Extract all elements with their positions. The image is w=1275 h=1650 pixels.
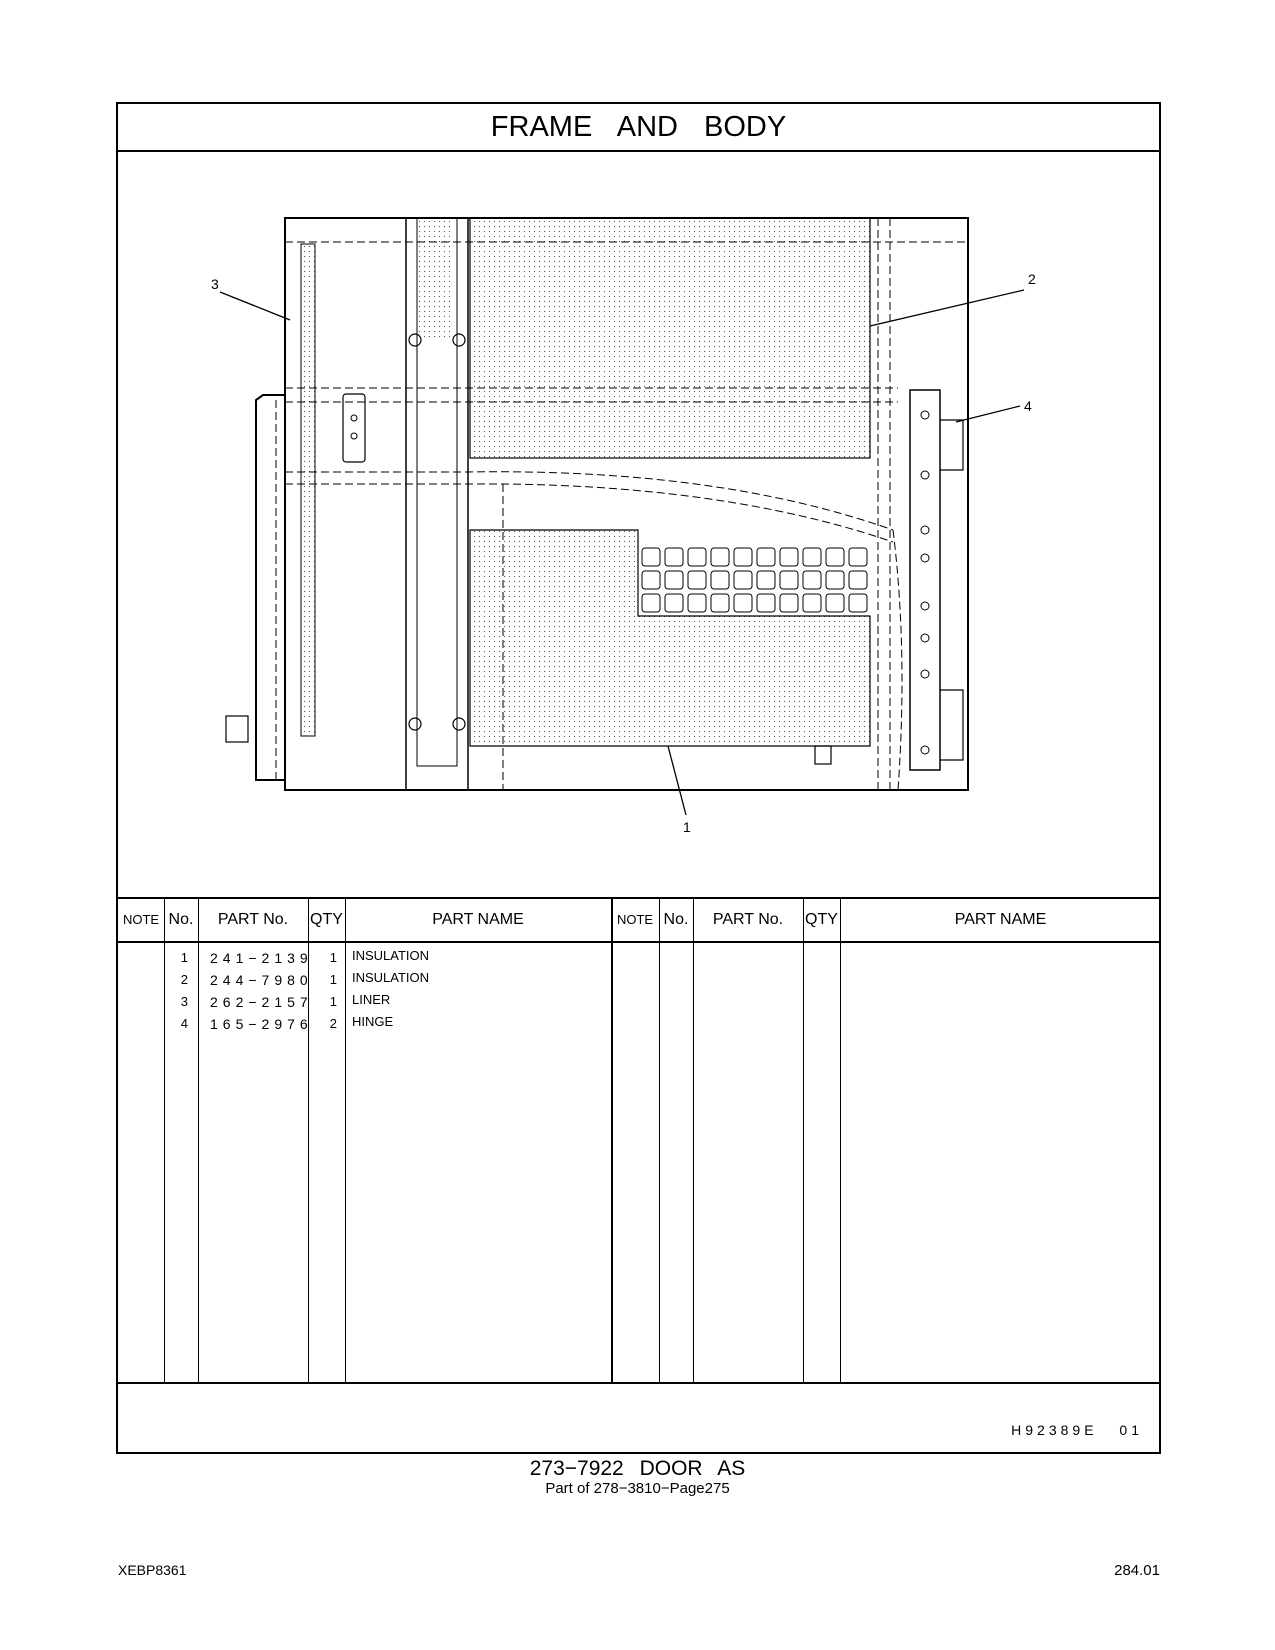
channel-insulation	[419, 220, 453, 340]
page-title: FRAME AND BODY	[118, 104, 1159, 152]
row-2-qty: 1	[329, 972, 337, 987]
bracket	[343, 394, 365, 462]
parts-table	[118, 897, 1159, 1384]
door-assembly-drawing	[118, 150, 1161, 897]
drawing-id: H92389E 01	[1011, 1422, 1143, 1438]
drain-nub	[815, 746, 831, 764]
parts-diagram	[118, 150, 1159, 897]
bracket-hole	[351, 433, 357, 439]
row-4-name: HINGE	[352, 1014, 394, 1029]
header-note: NOTE	[122, 912, 160, 927]
bracket-hole	[351, 415, 357, 421]
header-part-no-2: PART No.	[712, 911, 784, 928]
row-3-name: LINER	[352, 992, 391, 1007]
row-1-name: INSULATION	[352, 948, 430, 963]
assembly-subtitle: Part of 278−3810−Page275	[545, 1480, 730, 1497]
header-qty-2: QTY	[805, 911, 838, 928]
header-qty: QTY	[310, 911, 343, 928]
row-3-qty: 1	[329, 994, 337, 1009]
row-4-no: 4	[180, 1016, 188, 1031]
footer-doc-code: XEBP8361	[118, 1562, 187, 1578]
row-3-part-no: 262−2157	[210, 994, 313, 1010]
header-no-2: No.	[663, 911, 689, 928]
row-2-part-no: 244−7980	[210, 972, 313, 988]
callout-2: 2	[1028, 271, 1036, 287]
row-1-part-no: 241−2139	[210, 950, 313, 966]
cell-grid	[642, 548, 867, 612]
header-part-no: PART No.	[217, 911, 289, 928]
header-part-name: PART NAME	[432, 911, 524, 928]
row-4-qty: 2	[329, 1016, 337, 1031]
parts-page-frame	[116, 102, 1161, 1454]
lower-insulation	[470, 530, 870, 746]
hinge-leaf	[940, 690, 963, 760]
footer-page-number: 284.01	[1114, 1562, 1160, 1579]
row-3-no: 3	[180, 994, 188, 1009]
assembly-title: 273−7922 DOOR AS	[529, 1457, 746, 1480]
channel-bolt	[409, 718, 421, 730]
upper-insulation	[470, 218, 870, 458]
latch-nub	[226, 716, 248, 742]
hinge-leaf	[940, 420, 963, 470]
hinge-bar	[910, 390, 940, 770]
header-no: No.	[168, 911, 194, 928]
row-2-name: INSULATION	[352, 970, 430, 985]
callout-1: 1	[683, 819, 691, 835]
callout-4: 4	[1024, 398, 1032, 414]
row-1-no: 1	[180, 950, 188, 965]
hinge-holes	[921, 411, 929, 754]
channel-bolt	[453, 334, 465, 346]
row-4-part-no: 165−2976	[210, 1016, 313, 1032]
header-part-name-2: PART NAME	[954, 911, 1047, 928]
header-note-2: NOTE	[616, 912, 654, 927]
channel-bolt	[453, 718, 465, 730]
row-1-qty: 1	[329, 950, 337, 965]
liner-strip	[301, 244, 315, 736]
callout-3: 3	[211, 276, 219, 292]
row-2-no: 2	[180, 972, 188, 987]
